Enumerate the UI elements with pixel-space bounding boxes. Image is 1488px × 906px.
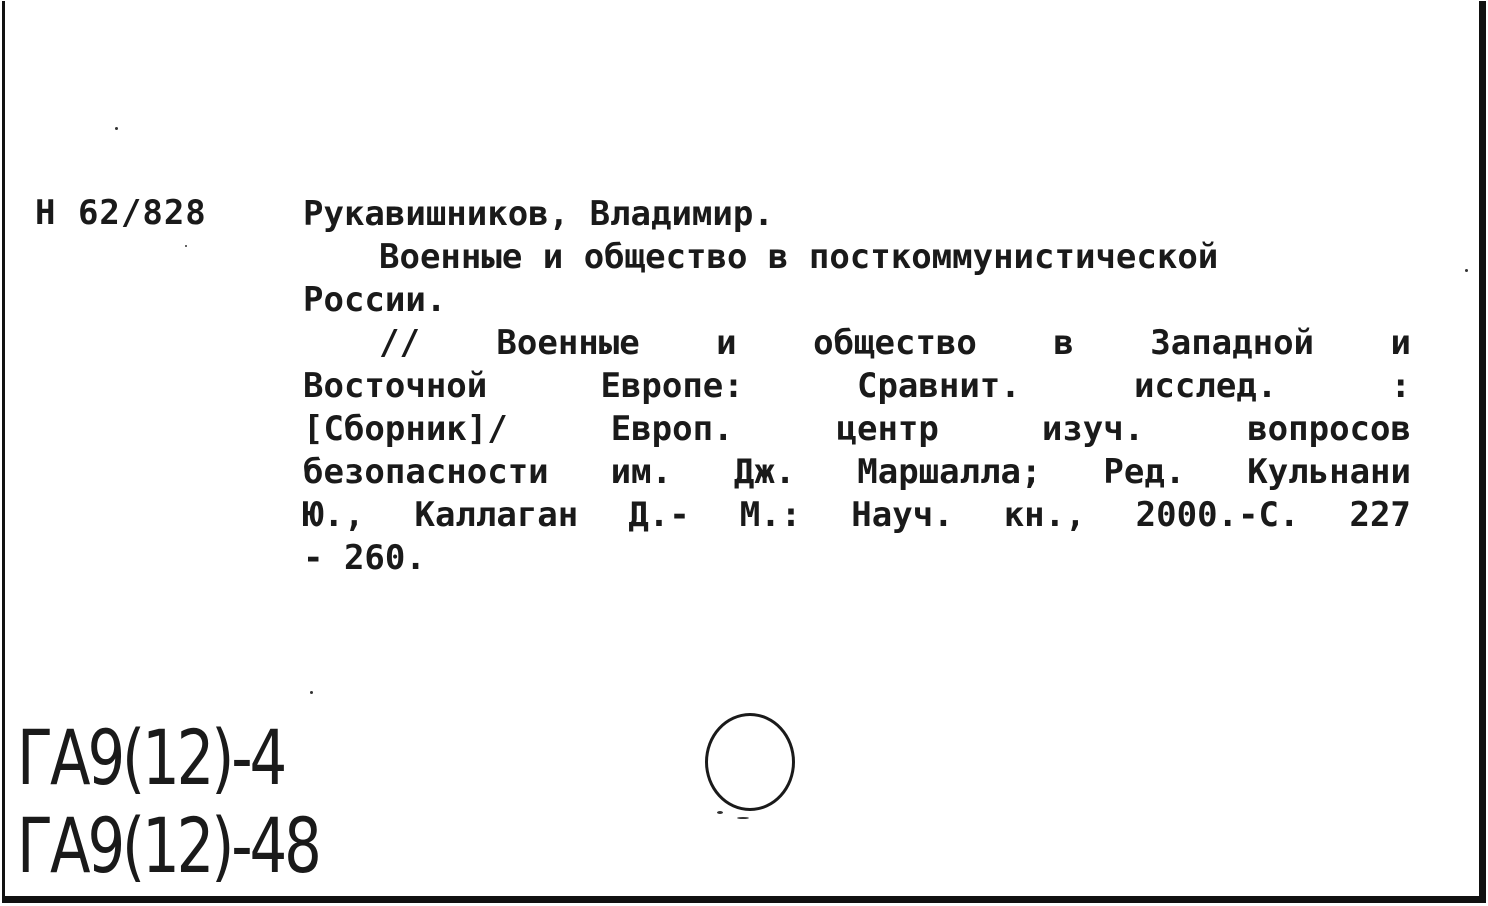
- source-word: исслед.: [1133, 366, 1278, 406]
- catalog-card: [2, 1, 1486, 903]
- source-word: Европ.: [610, 409, 734, 449]
- source-word: изуч.: [1041, 409, 1145, 449]
- source-line-2: [303, 365, 1411, 408]
- pages-line: - 260.: [303, 538, 426, 578]
- title-line-1: Военные и общество в посткоммунистической: [379, 237, 1219, 277]
- source-word: им.: [610, 452, 672, 492]
- source-word: вопросов: [1247, 409, 1411, 449]
- dust-speck: [737, 817, 749, 819]
- handwritten-shelfmark-2: ГА9(12)-48: [17, 801, 319, 890]
- dust-speck: [310, 691, 313, 694]
- source-word: Европе:: [600, 366, 744, 406]
- source-word: безопасности: [303, 452, 549, 492]
- source-word: Ред.: [1103, 452, 1186, 492]
- source-line-1: [303, 322, 1411, 365]
- source-word: [Сборник]/: [303, 409, 508, 449]
- source-word: и: [716, 323, 737, 363]
- source-word: 2000.-С.: [1135, 495, 1300, 535]
- dust-speck: [115, 127, 118, 130]
- source-word: М.:: [739, 495, 802, 535]
- source-word: Науч.: [851, 495, 954, 535]
- source-word: общество: [813, 323, 977, 363]
- source-word: и: [1390, 323, 1411, 363]
- card-punch-hole: [705, 713, 795, 811]
- source-word: Каллаган: [414, 495, 579, 535]
- source-word: кн.,: [1003, 495, 1086, 535]
- source-word: //: [379, 323, 420, 363]
- source-word: :: [1390, 366, 1411, 406]
- source-word: Военные: [496, 323, 640, 363]
- source-word: Д.-: [628, 495, 690, 535]
- handwritten-shelfmark-1: ГА9(12)-4: [17, 713, 285, 802]
- source-word: Ю.,: [303, 495, 365, 535]
- call-number: H 62/828: [35, 193, 207, 233]
- source-word: центр: [836, 409, 939, 449]
- dust-speck: [717, 811, 723, 814]
- dust-speck: [185, 245, 187, 247]
- author-line: Рукавишников, Владимир.: [303, 194, 774, 234]
- source-word: Западной: [1150, 323, 1315, 363]
- source-word: Кульнани: [1247, 452, 1411, 492]
- source-word: в: [1053, 323, 1074, 363]
- bibliographic-entry: [303, 193, 1411, 580]
- source-word: Дж.: [733, 452, 796, 492]
- source-line-3: [303, 408, 1411, 451]
- source-line-5: [303, 494, 1411, 537]
- source-word: Восточной: [303, 366, 488, 406]
- source-word: Маршалла;: [857, 452, 1042, 492]
- dust-speck: [1465, 269, 1468, 272]
- title-line-2: России.: [303, 280, 447, 320]
- source-word: 227: [1349, 495, 1411, 535]
- source-word: Сравнит.: [856, 366, 1021, 406]
- source-line-4: [303, 451, 1411, 494]
